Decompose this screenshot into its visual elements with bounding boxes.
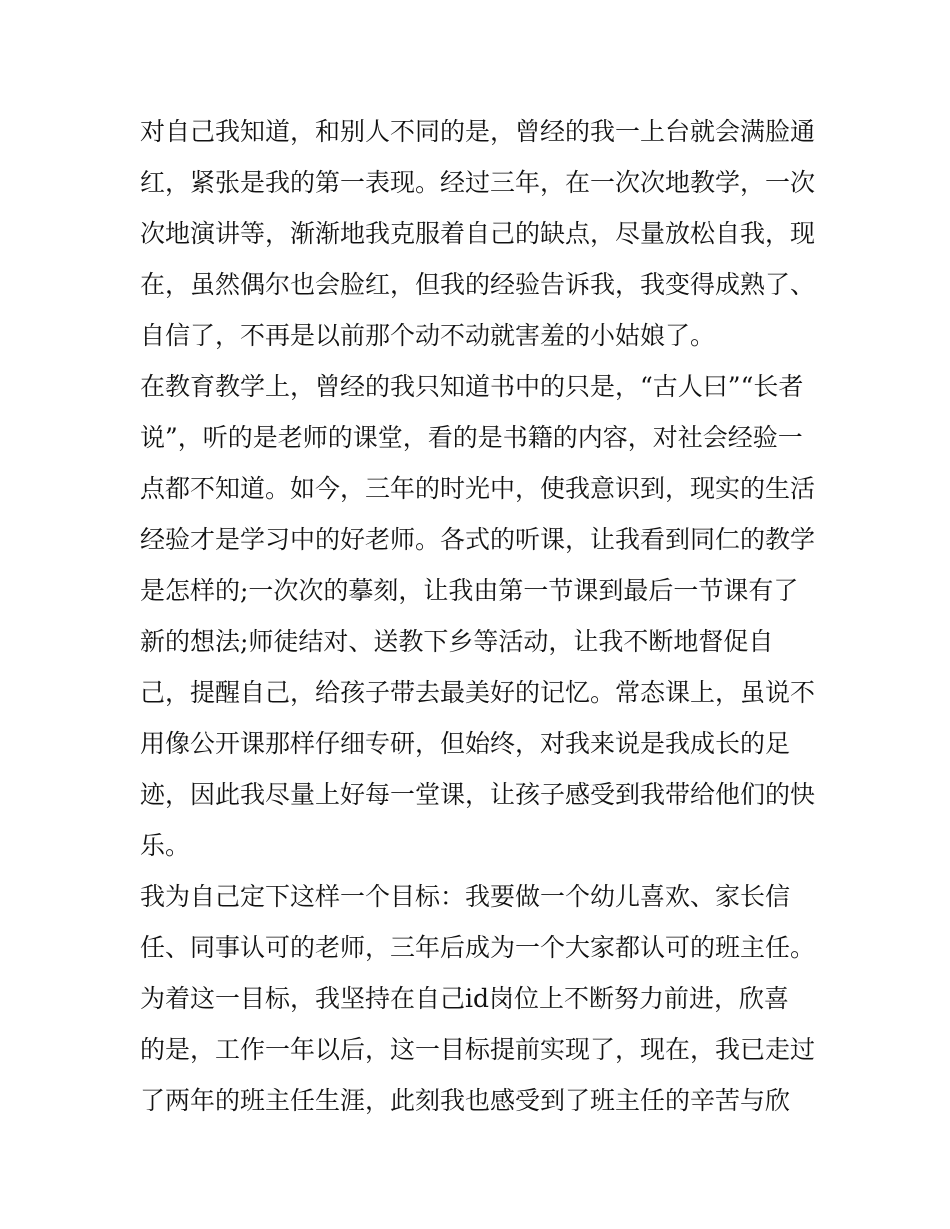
text-line: 用像公开课那样仔细专研，但始终，对我来说是我成长的足 [140, 729, 791, 758]
text-line: 自信了，不再是以前那个动不动就害羞的小姑娘了。 [140, 321, 716, 350]
text-line: 新的想法;师徒结对、送教下乡等活动，让我不断地督促自 [140, 627, 774, 656]
text-line: 乐。 [140, 831, 191, 860]
text-line: 为着这一目标，我坚持在自己id岗位上不断努力前进，欣喜 [140, 984, 790, 1013]
text-line: 迹，因此我尽量上好每一堂课，让孩子感受到我带给他们的快 [140, 780, 816, 809]
text-line: 经验才是学习中的好老师。各式的听课，让我看到同仁的教学 [140, 525, 816, 554]
text-line: 红，紧张是我的第一表现。经过三年，在一次次地教学，一次 [140, 168, 816, 197]
text-line: 是怎样的;一次次的摹刻，让我由第一节课到最后一节课有了 [140, 576, 799, 605]
text-line: 我为自己定下这样一个目标：我要做一个幼儿喜欢、家长信 [140, 882, 791, 911]
text-line: 任、同事认可的老师，三年后成为一个大家都认可的班主任。 [140, 933, 816, 962]
text-line: 在，虽然偶尔也会脸红，但我的经验告诉我，我变得成熟了、 [140, 270, 816, 299]
text-line: 点都不知道。如今，三年的时光中，使我意识到，现实的生活 [140, 474, 816, 503]
text-line: 说”，听的是老师的课堂，看的是书籍的内容，对社会经验一 [140, 423, 803, 452]
text-line: 在教育教学上，曾经的我只知道书中的只是，“古人曰”“长者 [140, 372, 804, 401]
text-line: 对自己我知道，和别人不同的是，曾经的我一上台就会满脸通 [140, 117, 816, 146]
text-line: 的是，工作一年以后，这一目标提前实现了，现在，我已走过 [140, 1035, 816, 1064]
text-line: 了两年的班主任生涯，此刻我也感受到了班主任的辛苦与欣 [140, 1086, 791, 1115]
document-body [140, 106, 820, 1126]
text-line: 己，提醒自己，给孩子带去最美好的记忆。常态课上，虽说不 [140, 678, 816, 707]
text-line: 次地演讲等，渐渐地我克服着自己的缺点，尽量放松自我，现 [140, 219, 816, 248]
